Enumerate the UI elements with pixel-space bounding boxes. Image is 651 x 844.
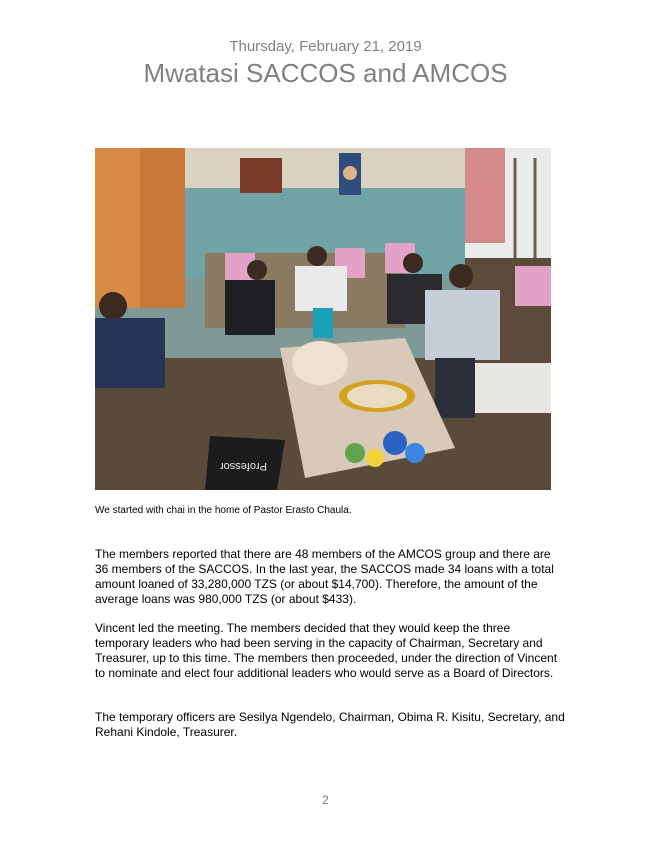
photo-box-label: Professor	[219, 460, 267, 472]
date-heading: Thursday, February 21, 2019	[229, 38, 422, 55]
page-title: Mwatasi SACCOS and AMCOS	[143, 58, 508, 88]
paragraph-members: The members reported that there are 48 members of the AMCOS group and there are 36 members of the SACCOS. In the last year, the SACCOS made 34 loans with a total amount loaned of 33,280,000 TZS (or about $14,700). Therefore, the amount of the average loans was 980,000 TZS (or about $433).	[95, 547, 554, 606]
page-number: 2	[322, 793, 329, 807]
photo-caption: We started with chai in the home of Pastor Erasto Chaula.	[95, 505, 352, 516]
meeting-photo	[95, 148, 551, 490]
paragraph-officers: The temporary officers are Sesilya Ngendelo, Chairman, Obima R. Kisitu, Secretary, and Rehani Kindole, Treasurer.	[95, 710, 565, 739]
paragraph-meeting: Vincent led the meeting. The members decided that they would keep the three temporary leaders who had been serving in the capacity of Chairman, Secretary and Treasurer, up to this time. The members then proceeded, under the direction of Vincent to nominate and elect four additional leaders who would serve as a Board of Directors.	[95, 621, 558, 680]
